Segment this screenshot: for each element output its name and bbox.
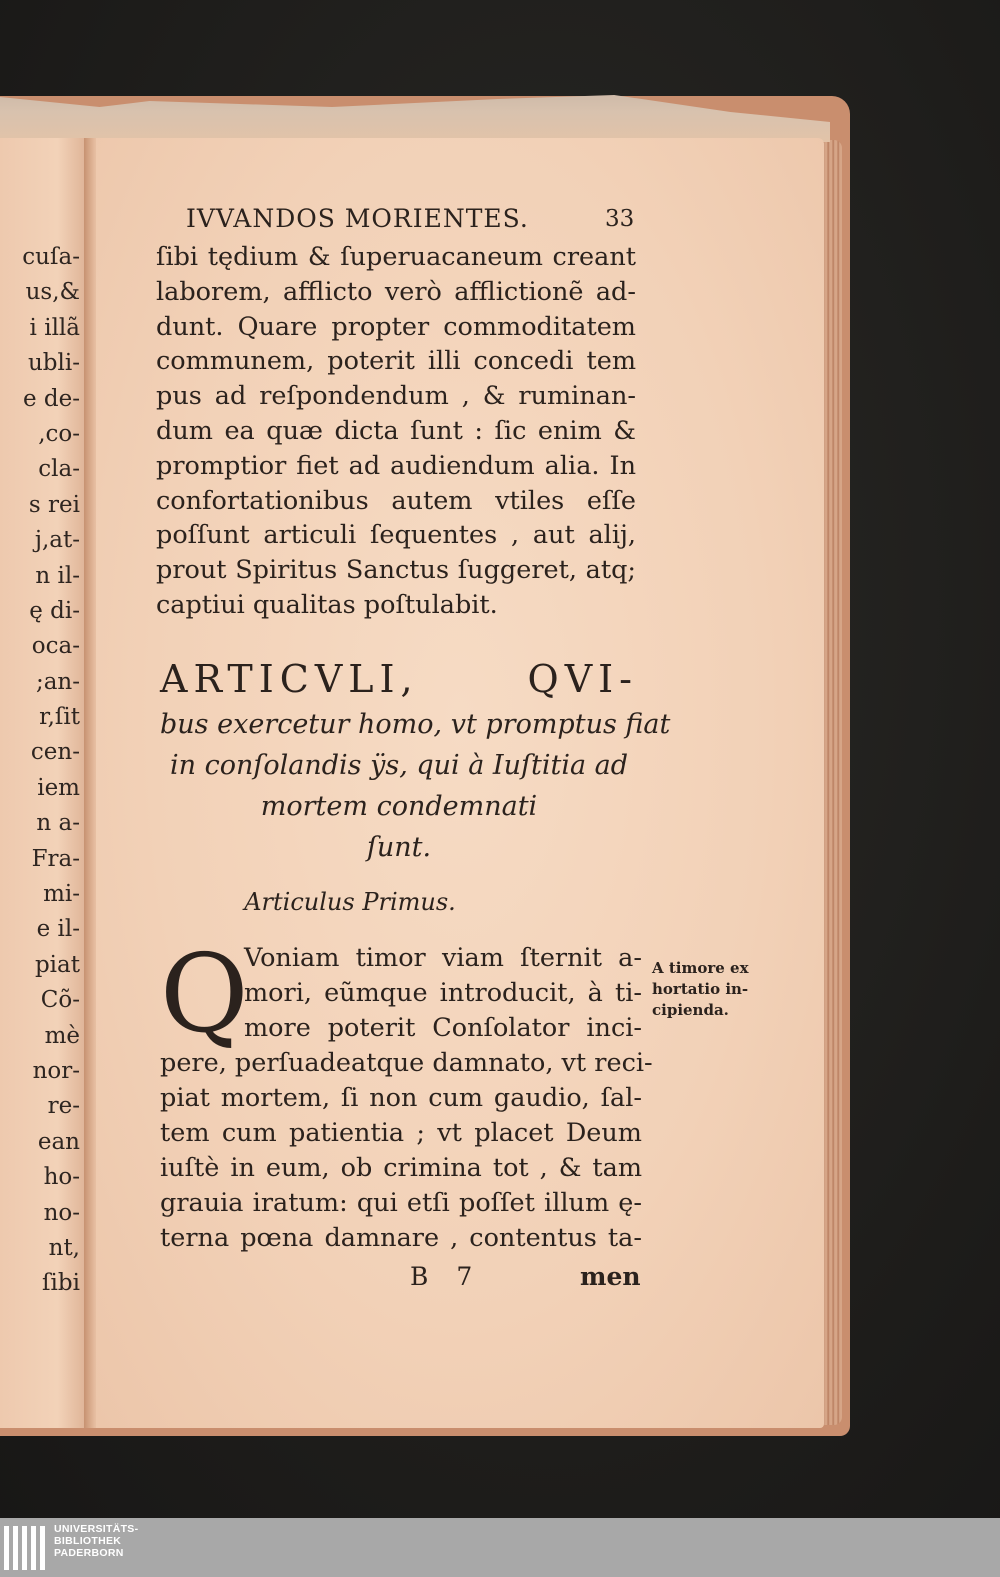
running-header: IVVANDOS MORIENTES.: [186, 204, 529, 233]
left-page-fragment: ę di-: [29, 597, 80, 624]
left-page-fragment: mi-: [43, 881, 80, 908]
left-page-fragment: mè: [44, 1022, 80, 1049]
paragraph-line: pere, perſuadeatque damnato, vt reci-: [160, 1048, 653, 1078]
body-line: confortationibus autem vtiles eſſe: [156, 485, 636, 516]
left-page-fragment: s rei: [28, 491, 80, 518]
paragraph-line: Voniam timor viam ſternit a-: [244, 943, 642, 973]
body-line: communem, poterit illi concedi tem: [156, 346, 636, 377]
left-page-fragment: n a-: [36, 810, 80, 837]
body-line: poſſunt articuli ſequentes , aut alij,: [156, 520, 636, 551]
left-page-fragment: ſibi: [42, 1270, 80, 1297]
left-page-fragment: oca-: [31, 633, 80, 660]
logo-line: BIBLIOTHEK: [54, 1535, 122, 1547]
body-line: captiui qualitas poſtulabit.: [156, 589, 498, 620]
library-logo-icon: [4, 1526, 50, 1570]
paragraph-line: mori, eũmque introducit, à ti-: [244, 978, 642, 1008]
left-page-fragment: Cõ-: [40, 987, 80, 1014]
body-line: pus ad reſpondendum , & ruminan-: [156, 381, 636, 412]
logo-line: UNIVERSITÄTS-: [54, 1523, 139, 1535]
left-page-fragment: n il-: [35, 562, 80, 589]
margin-note-line: hortatio in-: [652, 980, 749, 998]
left-page-fragment: cen-: [30, 739, 80, 766]
library-logo-text: [54, 1523, 138, 1559]
left-page-fragment: r,ſit: [39, 704, 80, 731]
left-page-fragment: i illã: [29, 314, 80, 341]
paragraph-line: grauia iratum: qui etſi poſſet illum ę-: [160, 1188, 642, 1218]
left-page-fragment: ho-: [43, 1164, 80, 1191]
drop-cap: Q: [160, 932, 249, 1057]
left-page-fragment: ,co-: [38, 420, 80, 447]
left-page-fragment: cla-: [38, 456, 80, 483]
heading-line: ſunt.: [366, 832, 432, 863]
paragraph-line: more poterit Conſolator inci-: [244, 1013, 642, 1043]
heading-line: mortem condemnati: [260, 791, 538, 822]
left-page-fragment: piat: [34, 951, 80, 978]
paragraph-line: iuſtè in eum, ob crimina tot , & tam: [160, 1153, 642, 1183]
catchword: men: [580, 1262, 641, 1291]
left-page-fragment: ean: [37, 1128, 80, 1155]
body-line: dum ea quæ dicta ſunt : ſic enim &: [156, 415, 636, 446]
signature-mark: B 7: [410, 1262, 483, 1291]
left-page-fragment: Fra-: [31, 845, 80, 872]
body-line: ſibi tędium & ſuperuacaneum creant: [156, 242, 636, 272]
left-page-fragments: [0, 240, 80, 1302]
margin-note: [652, 958, 782, 1021]
left-page-fragment: nt,: [48, 1234, 80, 1261]
margin-note-line: A timore ex: [652, 959, 749, 977]
body-line: laborem, afflicto verò afflictionẽ ad-: [156, 276, 636, 307]
left-page-fragment: j,at-: [34, 527, 80, 554]
left-page-fragment: no-: [43, 1199, 80, 1226]
left-page-fragment: iem: [37, 774, 80, 801]
left-page-fragment: re-: [47, 1093, 80, 1120]
heading-line: in conſolandis ÿs, qui à Iuſtitia ad: [169, 750, 629, 781]
left-page-fragment: nor-: [32, 1057, 80, 1084]
article-subheading: Articulus Primus.: [244, 888, 456, 916]
left-page-fragment: ubli-: [27, 350, 80, 377]
section-heading-italic: [160, 704, 671, 868]
article-paragraph: [160, 932, 653, 1256]
body-line: dunt. Quare propter commoditatem: [156, 311, 636, 342]
paragraph-line: tem cum patientia ; vt placet Deum: [160, 1118, 642, 1148]
logo-line: PADERBORN: [54, 1547, 124, 1559]
heading-line: bus exercetur homo, vt promptus fiat: [160, 709, 671, 740]
left-page-fragment: ;an-: [35, 668, 80, 695]
body-text: [156, 240, 636, 623]
section-heading: ARTICVLI, QVI-: [160, 657, 638, 701]
margin-note-line: cipienda.: [652, 1001, 729, 1019]
left-page-fragment: e il-: [36, 916, 80, 943]
page-number: 33: [605, 206, 635, 232]
left-page-fragment: us,&: [25, 279, 80, 306]
footer-bar: [0, 1518, 1000, 1577]
left-page-fragment: cuſa-: [22, 244, 80, 270]
paragraph-line: terna pœna damnare , contentus ta-: [160, 1223, 642, 1253]
body-line: promptior fiet ad audiendum alia. In: [156, 450, 636, 481]
body-line: prout Spiritus Sanctus ſuggeret, atq;: [156, 555, 636, 586]
left-page-fragment: e de-: [22, 385, 80, 412]
paragraph-line: piat mortem, ſi non cum gaudio, ſal-: [160, 1083, 642, 1113]
